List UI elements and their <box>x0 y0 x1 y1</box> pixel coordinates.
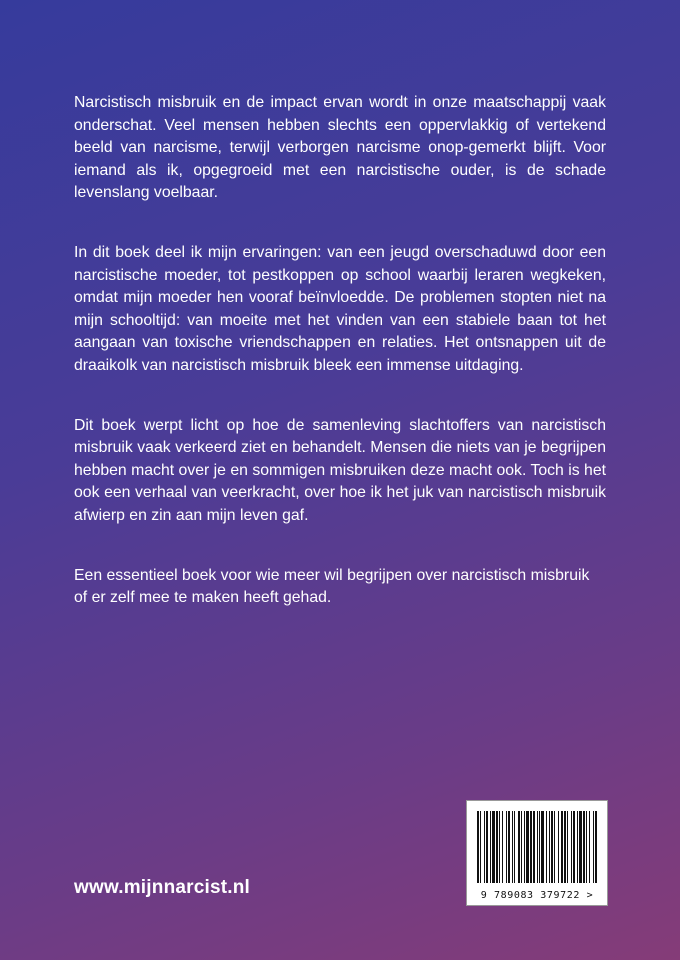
barcode-bar <box>546 811 547 883</box>
barcode-bar <box>506 811 507 883</box>
blurb-paragraph-2: In dit boek deel ik mijn ervaringen: van een jeugd overschaduwd door een narcistische moeder, tot pestkoppen op school waarbij leraren wegkeken, omdat mijn moeder hen vooraf beïnvloedde. De problemen stopten niet na mijn schooltijd: van moeite met het vinden van een stabiele baan tot het aangaan van toxische vriendschappen en relaties. Het ontsnappen uit de draaikolk van narcistisch misbruik bleek een immense uitdaging. <box>74 243 606 374</box>
barcode-bar <box>583 811 585 883</box>
barcode-bar <box>492 811 495 883</box>
barcode-bar <box>533 811 535 883</box>
barcode-bar <box>551 811 553 883</box>
barcode-bar <box>537 811 538 883</box>
barcode-bar <box>486 811 488 883</box>
barcode-bar <box>508 811 510 883</box>
barcode-bar <box>514 811 515 883</box>
barcode-bar <box>477 811 479 883</box>
barcode-bar <box>554 811 555 883</box>
barcode-bar <box>541 811 544 883</box>
barcode-bar <box>484 811 485 883</box>
barcode-bar <box>518 811 520 883</box>
barcode-bar <box>530 811 532 883</box>
barcode-bar <box>490 811 491 883</box>
barcode-bar <box>496 811 498 883</box>
barcode-bar <box>589 811 590 883</box>
isbn-digits: 9 789083 379722 > <box>480 890 594 901</box>
blurb-paragraph-4: Een essentieel boek voor wie meer wil begrijpen over narcistisch misbruik of er zelf mee te maken heeft gehad. <box>74 566 590 607</box>
blurb-paragraph-3: Dit boek werpt licht op hoe de samenleving slachtoffers van narcistisch misbruik vaak verkeerd ziet en behandelt. Mensen die niets van je begrijpen hebben macht over je en sommigen misbruiken deze macht ook. Toch is het ook een verhaal van veerkracht, over hoe ik het juk van narcistisch misbruik afwierp en zin aan mijn leven gaf. <box>74 416 606 524</box>
barcode-bar <box>573 811 575 883</box>
isbn-barcode <box>466 800 608 906</box>
blurb-paragraph-1: Narcistisch misbruik en de impact ervan wordt in onze maatschappij vaak onderschat. Veel mensen hebben slechts een oppervlakkig of vertekend beeld van narcisme, terwijl verborgen narcisme onop-gemerkt blijft. Voor iemand als ik, opgegroeid met een narcistische ouder, is de schade levenslang voelbaar. <box>74 94 606 202</box>
barcode-bar <box>567 811 568 883</box>
barcode-bar <box>571 811 572 883</box>
barcode-bar <box>524 811 525 883</box>
barcode-bars <box>467 801 607 891</box>
barcode-bar <box>539 811 540 883</box>
barcode-bar <box>502 811 503 883</box>
barcode-bar <box>526 811 529 883</box>
barcode-bar <box>521 811 522 883</box>
barcode-bar <box>577 811 578 883</box>
barcode-bar <box>595 811 597 883</box>
barcode-bar <box>586 811 587 883</box>
barcode-bar <box>579 811 582 883</box>
barcode-bar <box>558 811 559 883</box>
barcode-bar <box>564 811 566 883</box>
barcode-bar <box>593 811 594 883</box>
back-cover-blurb <box>74 92 606 647</box>
barcode-bar <box>549 811 550 883</box>
barcode-bar <box>480 811 481 883</box>
barcode-bar <box>561 811 563 883</box>
barcode-bar <box>512 811 513 883</box>
barcode-bar <box>499 811 500 883</box>
website-url: www.mijnnarcist.nl <box>74 877 251 898</box>
